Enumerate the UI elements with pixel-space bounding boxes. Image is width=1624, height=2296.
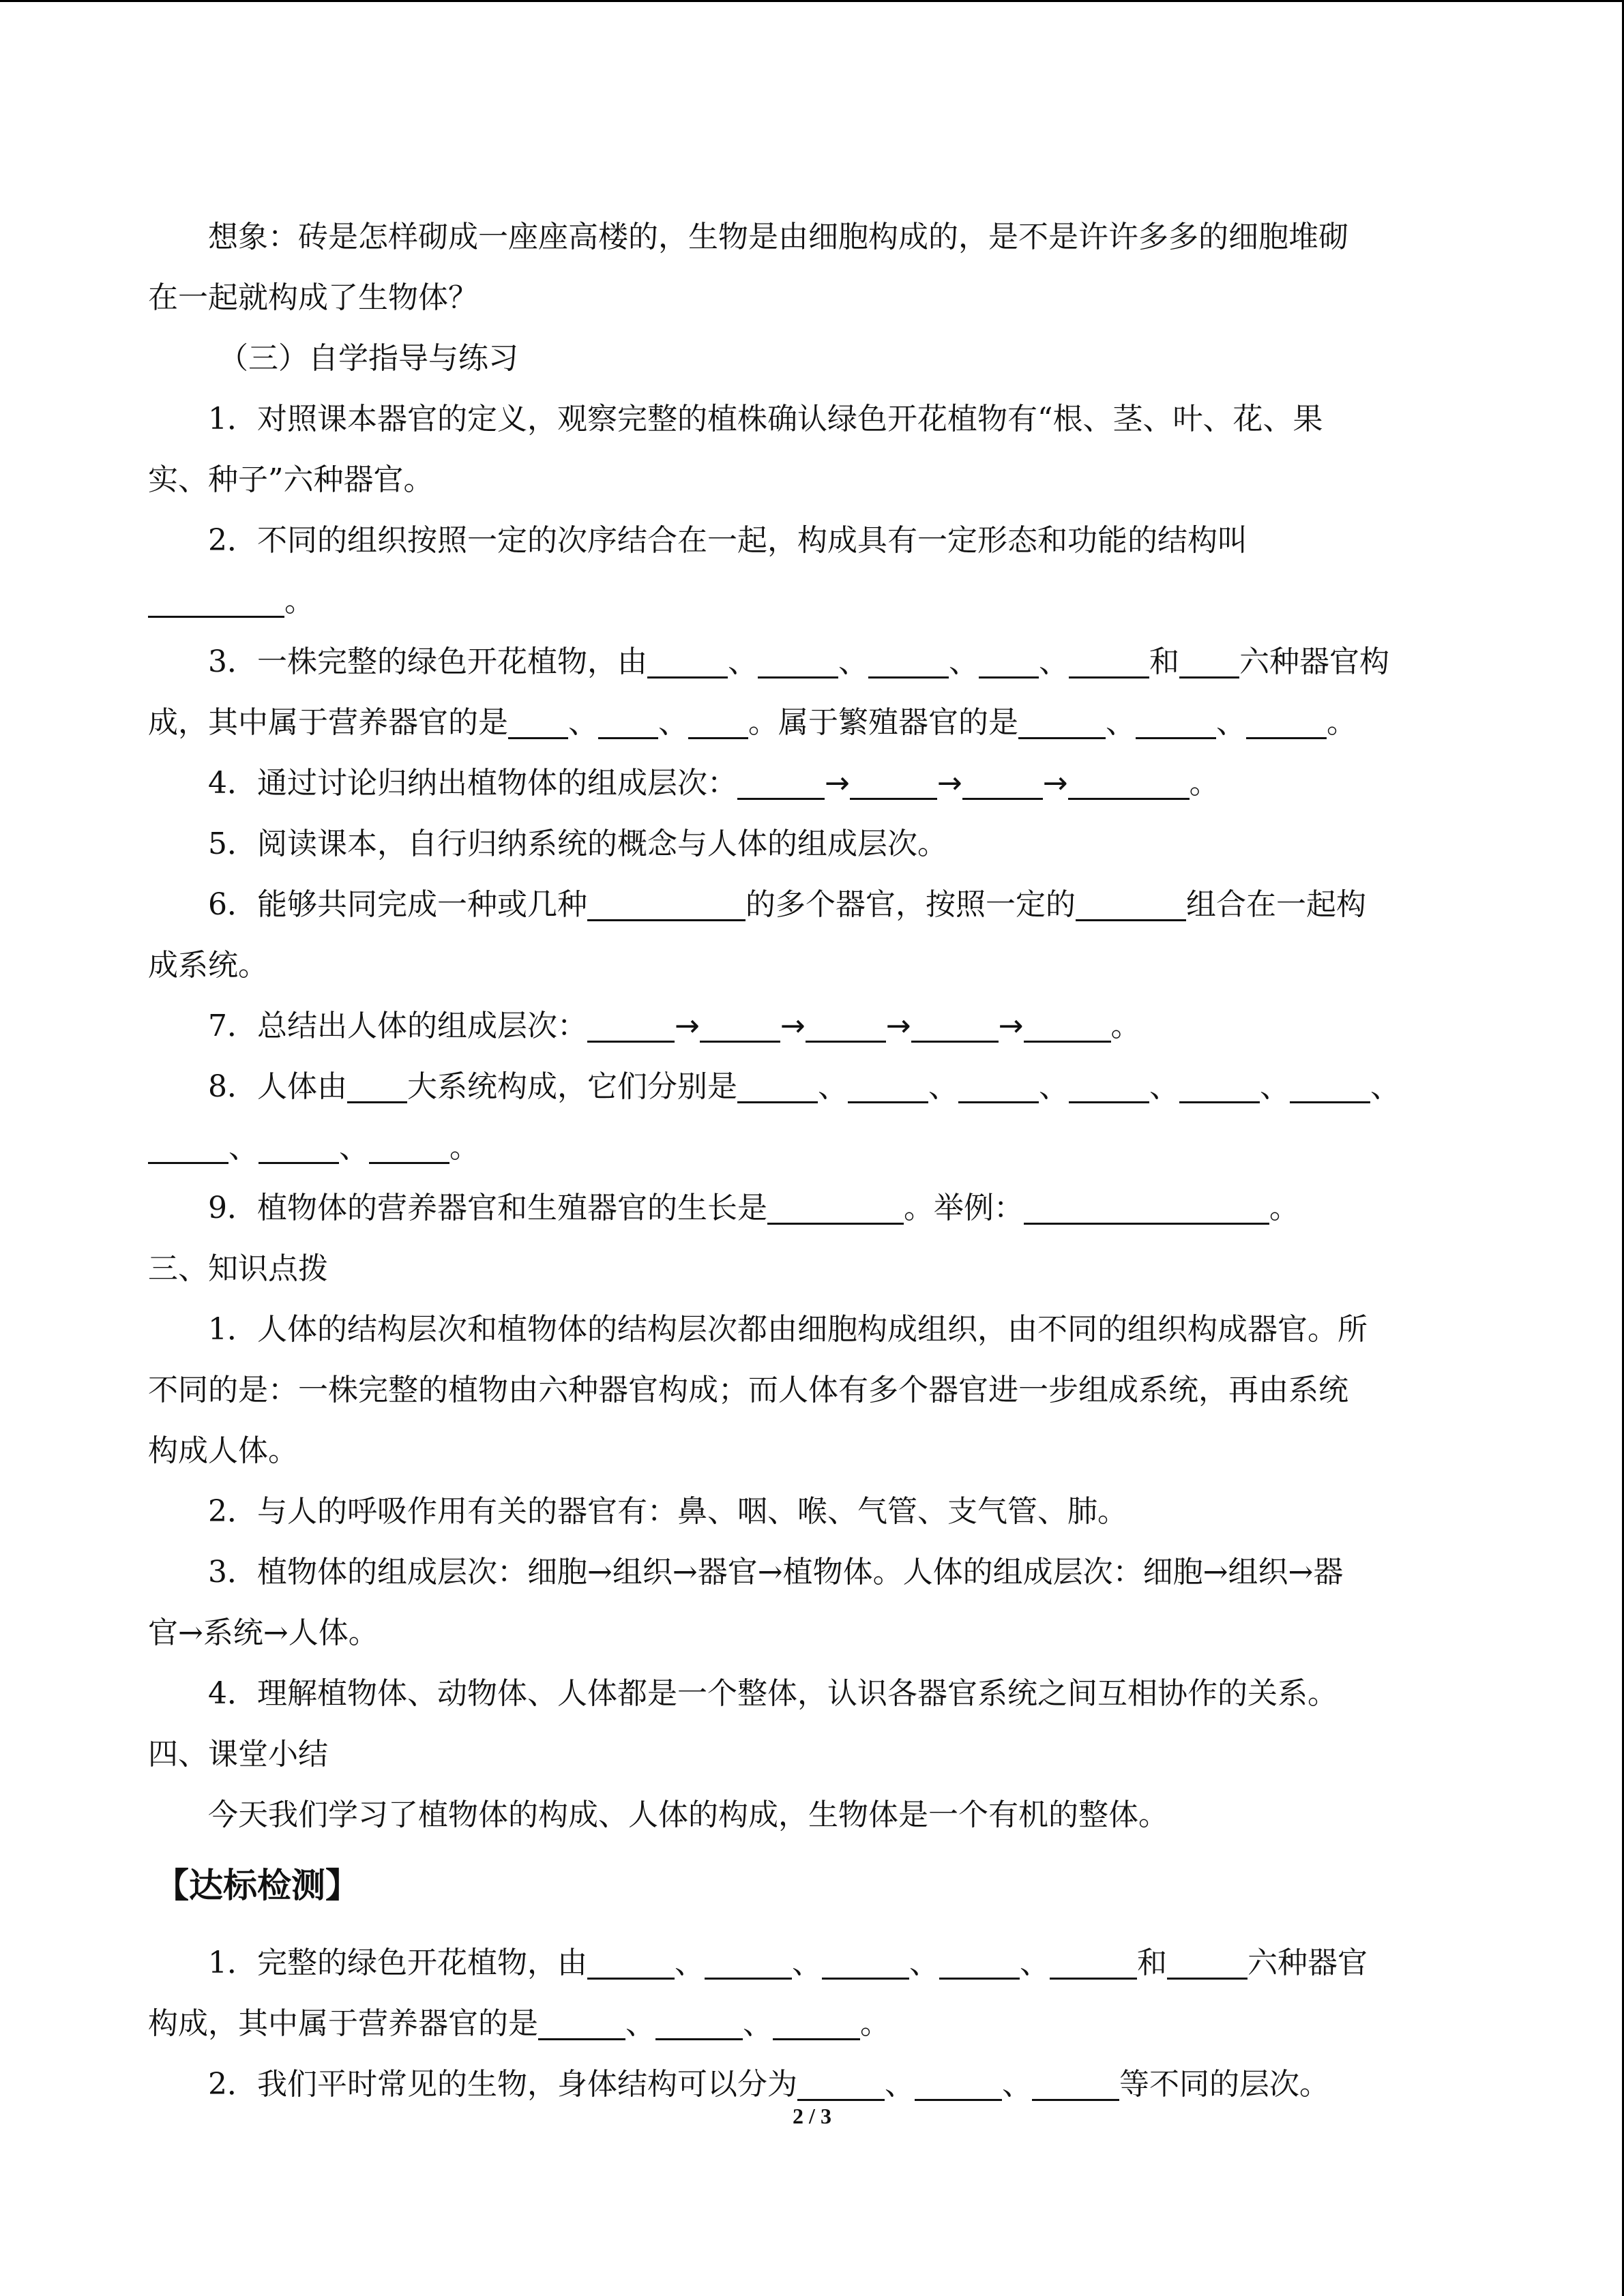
t2-blank[interactable] bbox=[797, 2068, 885, 2101]
page-content bbox=[148, 207, 1478, 2115]
q8-blank[interactable] bbox=[347, 1070, 407, 1103]
q3-blank[interactable] bbox=[1069, 645, 1149, 679]
q3-blank[interactable] bbox=[868, 645, 949, 679]
q8-blank[interactable] bbox=[848, 1070, 928, 1103]
t1-blank[interactable] bbox=[1167, 1946, 1247, 1980]
summary-title: 四、课堂小结 bbox=[148, 1737, 328, 1772]
t2-line: 2．我们平时常见的生物，身体结构可以分为 、 、 等不同的层次。 bbox=[208, 2067, 1329, 2102]
q3-line-2: 成，其中属于营养器官的是 、 、 。属于繁殖器官的是 、 、 。 bbox=[148, 705, 1357, 740]
q8-blank[interactable] bbox=[148, 1131, 228, 1164]
q3-blank[interactable] bbox=[688, 706, 748, 739]
q3-blank[interactable] bbox=[979, 645, 1039, 679]
q7-blank[interactable] bbox=[587, 1009, 675, 1043]
self-study-title: （三）自学指导与练习 bbox=[218, 341, 518, 376]
t1-blank[interactable] bbox=[655, 2007, 743, 2040]
q7-blank[interactable] bbox=[700, 1009, 780, 1043]
q7-blank[interactable] bbox=[806, 1009, 886, 1043]
q8-blank[interactable] bbox=[259, 1131, 339, 1164]
q8-blank[interactable] bbox=[737, 1070, 818, 1103]
t2-blank[interactable] bbox=[915, 2068, 1002, 2101]
q6-line-2: 成系统。 bbox=[148, 948, 268, 983]
page-number: 2 / 3 bbox=[793, 2104, 831, 2128]
q8-blank[interactable] bbox=[1069, 1070, 1149, 1103]
q7-blank[interactable] bbox=[1024, 1009, 1111, 1043]
intro-line-1: 想象：砖是怎样砌成一座座高楼的，生物是由细胞构成的，是不是许许多多的细胞堆砌 bbox=[208, 220, 1348, 254]
q7-line: 7．总结出人体的组成层次： → → → → 。 bbox=[208, 1009, 1141, 1043]
q3-line-1: 3．一株完整的绿色开花植物，由 、 、 、 、 和 六种器官构 bbox=[208, 644, 1389, 679]
q8-blank[interactable] bbox=[958, 1070, 1039, 1103]
q8-blank[interactable] bbox=[1179, 1070, 1260, 1103]
q9-blank[interactable] bbox=[767, 1191, 904, 1225]
summary-text: 今天我们学习了植物体的构成、人体的构成，生物体是一个有机的整体。 bbox=[208, 1798, 1168, 1832]
knowledge-p4: 4．理解植物体、动物体、人体都是一个整体，认识各器官系统之间互相协作的关系。 bbox=[208, 1676, 1338, 1711]
q2-line-1: 2．不同的组织按照一定的次序结合在一起，构成具有一定形态和功能的结构叫 bbox=[208, 523, 1247, 558]
q3-blank[interactable] bbox=[1018, 706, 1106, 739]
knowledge-p1-line-2: 不同的是：一株完整的植物由六种器官构成；而人体有多个器官进一步组成系统，再由系统 bbox=[148, 1373, 1348, 1407]
q9-blank[interactable] bbox=[1024, 1191, 1269, 1225]
test-section-title: 【达标检测】 bbox=[155, 1866, 359, 1905]
knowledge-p2: 2．与人的呼吸作用有关的器官有：鼻、咽、喉、气管、支气管、肺。 bbox=[208, 1494, 1127, 1529]
q1-line-2: 实、种子”六种器官。 bbox=[148, 462, 434, 497]
q3-blank[interactable] bbox=[1136, 706, 1216, 739]
q6-blank[interactable] bbox=[1076, 888, 1186, 921]
t1-line-1: 1．完整的绿色开花植物，由 、 、 、 、 和 六种器官 bbox=[208, 1945, 1368, 1980]
t1-blank[interactable] bbox=[1050, 1946, 1137, 1980]
t1-blank[interactable] bbox=[705, 1946, 792, 1980]
t1-line-2: 构成，其中属于营养器官的是 、 、 。 bbox=[148, 2006, 890, 2041]
knowledge-p3-line-2: 官→系统→人体。 bbox=[148, 1615, 379, 1650]
q3-blank[interactable] bbox=[1246, 706, 1327, 739]
t1-blank[interactable] bbox=[773, 2007, 860, 2040]
q8-line-1: 8．人体由 大系统构成，它们分别是 、 、 、 、 、 、 bbox=[208, 1069, 1400, 1104]
knowledge-p1-line-1: 1．人体的结构层次和植物体的结构层次都由细胞构成组织，由不同的组织构成器官。所 bbox=[208, 1312, 1368, 1347]
q1-line-1: 1．对照课本器官的定义，观察完整的植株确认绿色开花植物有“根、茎、叶、花、果 bbox=[208, 402, 1323, 436]
q6-blank[interactable] bbox=[587, 888, 745, 921]
q9-line: 9．植物体的营养器官和生殖器官的生长是 。举例： 。 bbox=[208, 1191, 1299, 1225]
q8-blank[interactable] bbox=[369, 1131, 449, 1164]
intro-line-2: 在一起就构成了生物体？ bbox=[148, 280, 478, 315]
q3-blank[interactable] bbox=[598, 706, 658, 739]
q4-blank[interactable] bbox=[1068, 766, 1190, 800]
t1-blank[interactable] bbox=[939, 1946, 1020, 1980]
q3-blank[interactable] bbox=[1179, 645, 1239, 679]
q3-blank[interactable] bbox=[647, 645, 728, 679]
q4-blank[interactable] bbox=[962, 766, 1043, 800]
q5-line: 5．阅读课本，自行归纳系统的概念与人体的组成层次。 bbox=[208, 826, 947, 861]
q8-blank[interactable] bbox=[1290, 1070, 1370, 1103]
t2-blank[interactable] bbox=[1032, 2068, 1119, 2101]
q8-line-2: 、 、 。 bbox=[148, 1117, 1478, 1178]
q3-blank[interactable] bbox=[758, 645, 838, 679]
knowledge-title: 三、知识点拨 bbox=[148, 1251, 328, 1286]
knowledge-p1-line-3: 构成人体。 bbox=[148, 1433, 298, 1468]
q6-line-1: 6．能够共同完成一种或几种 的多个器官，按照一定的 组合在一起构 bbox=[208, 887, 1366, 922]
t1-blank[interactable] bbox=[822, 1946, 909, 1980]
t1-blank[interactable] bbox=[587, 1946, 675, 1980]
q7-blank[interactable] bbox=[911, 1009, 999, 1043]
q4-blank[interactable] bbox=[737, 766, 825, 800]
q4-blank[interactable] bbox=[850, 766, 937, 800]
q4-line: 4．通过讨论归纳出植物体的组成层次： → → → 。 bbox=[208, 766, 1220, 801]
q2-blank[interactable] bbox=[148, 584, 284, 618]
t1-blank[interactable] bbox=[538, 2007, 625, 2040]
knowledge-p3-line-1: 3．植物体的组成层次：细胞→组织→器官→植物体。人体的组成层次：细胞→组织→器 bbox=[208, 1555, 1344, 1590]
q3-blank[interactable] bbox=[508, 706, 568, 739]
q2-line-2: 。 bbox=[148, 571, 1478, 631]
